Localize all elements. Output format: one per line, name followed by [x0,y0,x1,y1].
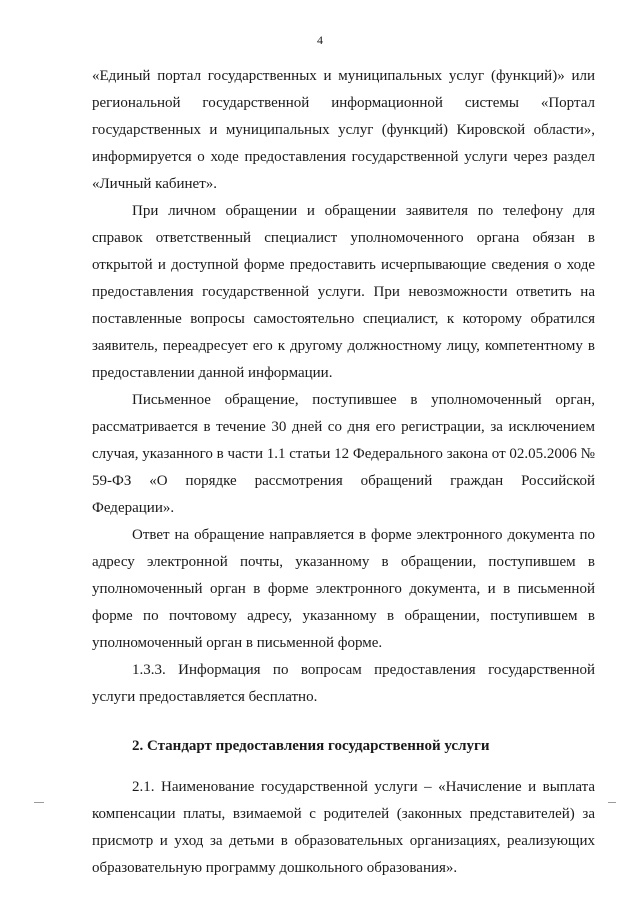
paragraph-written-request: Письменное обращение, поступившее в уполномоченный орган, рассматривается в течение 30 дней со дня его регистрации, за исключением случая, указанного в части 1.1 статьи 12 Федерального закона от 02.05.2006 № 59-ФЗ «О порядке рассмотрения обращений граждан Российской Федерации». [92,392,595,516]
document-body [92,63,595,882]
paragraph-free-info: 1.3.3. Информация по вопросам предоставления государственной услуги предоставляется бесплатно. [92,662,595,705]
scan-mark-left [34,802,44,803]
page-number: 4 [317,33,323,47]
paragraph-personal-request: При личном обращении и обращении заявителя по телефону для справок ответственный специалист уполномоченного органа обязан в открытой и доступной форме предоставить исчерпывающие сведения о ходе предоставления государственной услуги. При невозможности ответить на поставленные вопросы самостоятельно специалист, к которому обратился заявитель, переадресует его к другому должностному лицу, компетентному в предоставлении данной информации. [92,203,595,381]
section-heading: 2. Стандарт предоставления государственной услуги [132,738,490,754]
paragraph-portal-info: «Единый портал государственных и муниципальных услуг (функций)» или региональной государственной информационной системы «Портал государственных и муниципальных услуг (функций) Кировской области», информируется о ходе предоставления государственной услуги через раздел «Личный кабинет». [92,68,595,192]
paragraph-response-form: Ответ на обращение направляется в форме электронного документа по адресу электронной почты, указанному в обращении, поступившем в уполномоченный орган в форме электронного документа, и в письменной форме по почтовому адресу, указанному в обращении, поступившем в уполномоченный орган в письменной форме. [92,527,595,651]
scan-mark-right [608,802,616,803]
paragraph-service-name: 2.1. Наименование государственной услуги – «Начисление и выплата компенсации платы, взимаемой с родителей (законных представителей) за присмотр и уход за детьми в образовательных организациях, реализующих образовательную программу дошкольного образования». [92,779,595,876]
